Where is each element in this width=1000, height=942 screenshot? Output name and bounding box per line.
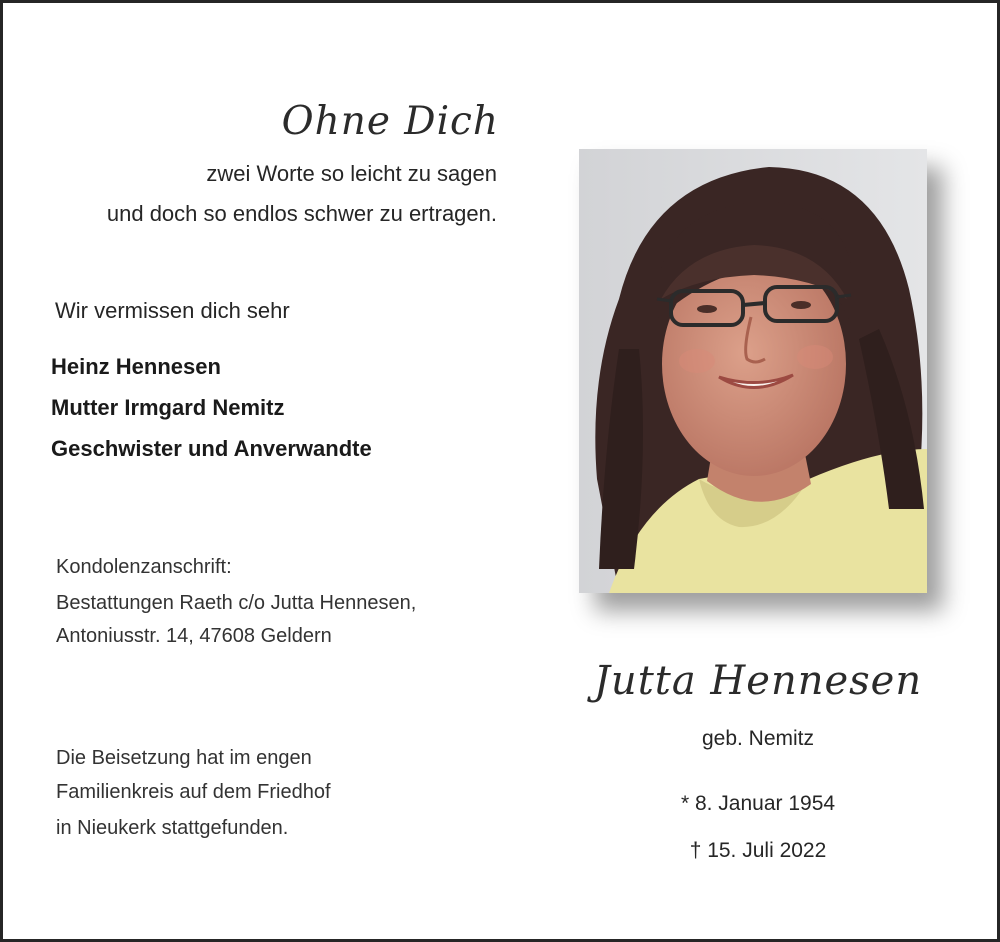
condolence-address-line-2: Antoniusstr. 14, 47608 Geldern — [56, 625, 332, 647]
missing-line: Wir vermissen dich sehr — [55, 298, 290, 323]
burial-note-line-1: Die Beisetzung hat im engen — [56, 747, 312, 769]
death-date: † 15. Juli 2022 — [689, 839, 827, 862]
heading: Ohne Dich — [281, 99, 499, 144]
deceased-name: Jutta Hennesen — [593, 658, 923, 704]
condolence-label: Kondolenzanschrift: — [56, 556, 232, 578]
burial-note-line-3: in Nieukerk stattgefunden. — [56, 817, 289, 839]
mourner-2: Mutter Irmgard Nemitz — [51, 395, 285, 420]
verse-line-2: und doch so endlos schwer zu ertragen. — [106, 201, 497, 226]
mourner-3: Geschwister und Anverwandte — [51, 436, 372, 461]
condolence-address-line-1: Bestattungen Raeth c/o Jutta Hennesen, — [56, 592, 417, 614]
born-name: geb. Nemitz — [701, 727, 815, 750]
burial-note-line-2: Familienkreis auf dem Friedhof — [56, 781, 331, 803]
portrait-photo — [579, 149, 927, 593]
birth-date: * 8. Januar 1954 — [680, 792, 836, 815]
verse-line-1: zwei Worte so leicht zu sagen — [206, 161, 497, 186]
mourner-1: Heinz Hennesen — [51, 354, 221, 379]
